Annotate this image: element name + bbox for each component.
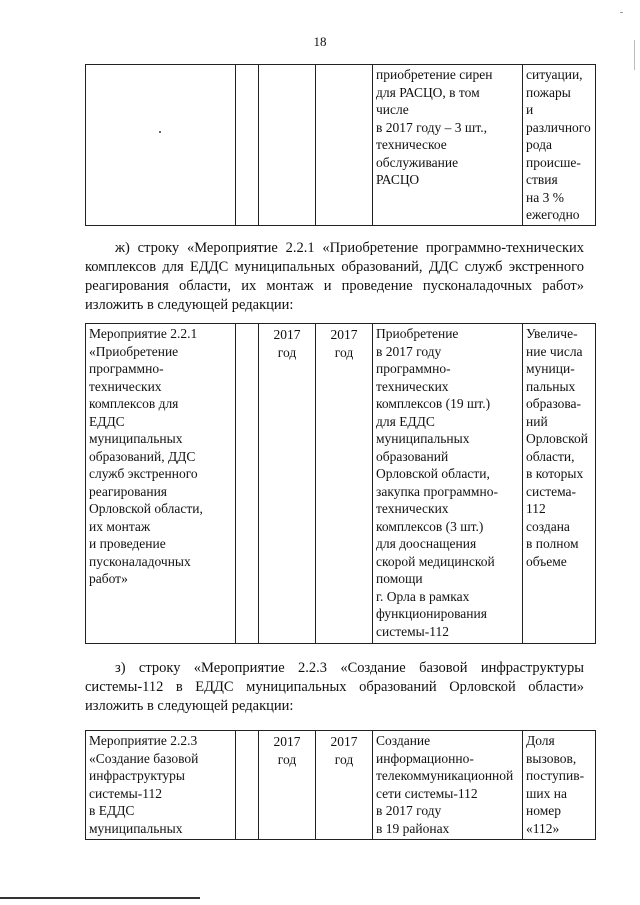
cell-start-year <box>259 65 316 226</box>
cell-start-year: 2017 год <box>259 731 316 840</box>
page-number: 18 <box>313 34 327 49</box>
cell-empty <box>236 731 259 840</box>
scan-dot <box>159 131 161 133</box>
cell-end-year <box>316 65 373 226</box>
cell-activity: Мероприятие 2.2.3 «Создание базовой инфраструктуры системы-112 в ЕДДС муниципальных <box>86 731 236 840</box>
cell-end-year: 2017 год <box>316 731 373 840</box>
paragraph-z: з) строку «Мероприятие 2.2.3 «Создание базовой инфраструктуры системы-112 в ЕДДС муниципальных образований Орловской области» изложить в следующей редакции: <box>85 660 584 714</box>
cell-activity: Мероприятие 2.2.1 «Приобретение программно- технических комплексов для ЕДДС муниципальных образований, ДДС служб экстренного реагирования Орловской области, их монтаж и проведение пусконаладочных работ» <box>86 324 236 644</box>
table-row <box>86 65 596 226</box>
cell-description: Создание информационно- телекоммуникационной сети системы-112 в 2017 году в 19 районах <box>373 731 523 840</box>
cell-description: Приобретение в 2017 году программно- технических комплексов (19 шт.) для ЕДДС муниципальных образований Орловской области, закупка программно- технических комплексов (3 шт.) для дооснащения скорой медицинской помощи г. Орла в рамках функционирования системы-112 <box>373 324 523 644</box>
cell-end-year: 2017 год <box>316 324 373 644</box>
table-row <box>86 731 596 840</box>
cell-result: Доля вызовов, поступив- ших на номер «112» <box>523 731 596 840</box>
scan-edge-line <box>634 40 635 70</box>
table-row <box>86 324 596 644</box>
cell-activity <box>86 65 236 226</box>
cell-description: приобретение сирен для РАСЦО, в том числе в 2017 году – 3 шт., техническое обслуживание РАСЦО <box>373 65 523 226</box>
cell-result: Увеличе- ние числа муници- пальных образова- ний Орловской области, в которых система- 112 создана в полном объеме <box>523 324 596 644</box>
scan-mark <box>620 12 623 13</box>
table-measure-2-2-1 <box>85 323 596 644</box>
cell-start-year: 2017 год <box>259 324 316 644</box>
table-continuation <box>85 64 596 226</box>
cell-empty <box>236 324 259 644</box>
paragraph-zh: ж) строку «Мероприятие 2.2.1 «Приобретение программно-технических комплексов для ЕДДС муниципальных образований, ДДС служб экстренного реагирования области, их монтаж и проведение пусконаладочных работ» изложить в следующей редакции: <box>85 240 584 313</box>
cell-result: ситуации, пожары и различного рода происше- ствия на 3 % ежегодно <box>523 65 596 226</box>
table-measure-2-2-3 <box>85 730 596 840</box>
scan-bottom-edge <box>0 897 200 899</box>
cell-empty <box>236 65 259 226</box>
